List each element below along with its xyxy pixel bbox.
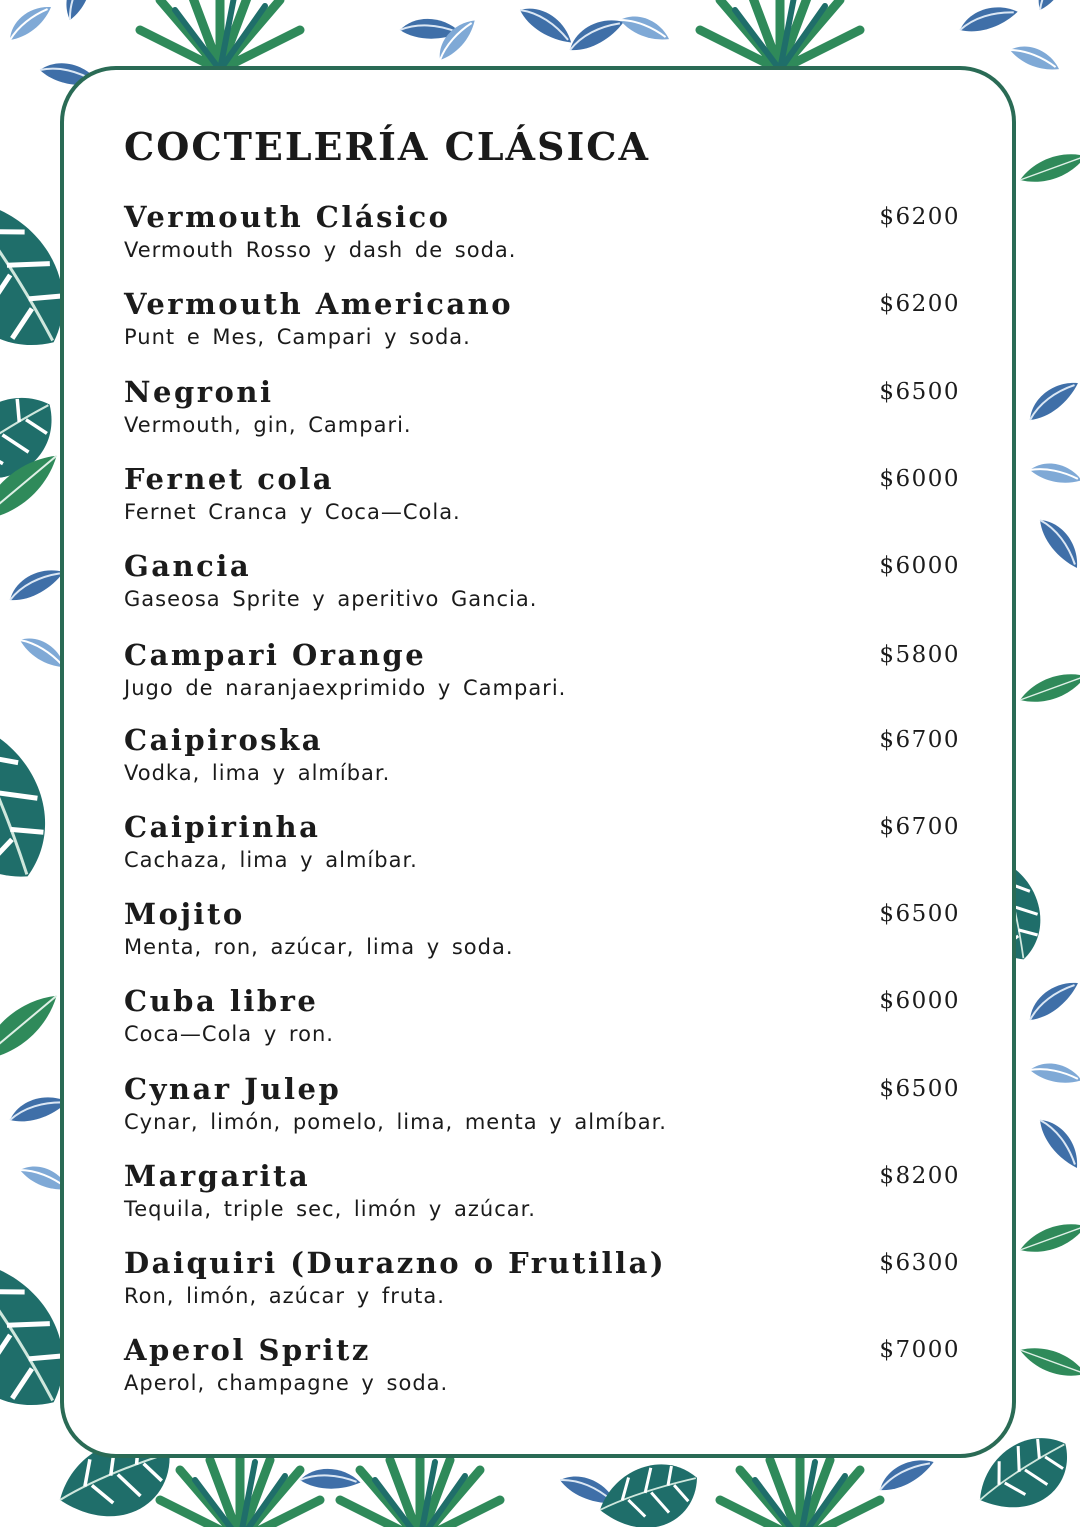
menu-item-name: Vermouth Americano bbox=[124, 287, 514, 321]
menu-item-price: $6200 bbox=[879, 291, 960, 317]
menu-item-description: Jugo de naranjaexprimido y Campari. bbox=[124, 676, 567, 700]
menu-item-description: Tequila, triple sec, limón y azúcar. bbox=[124, 1197, 536, 1221]
menu-item-description: Coca—Cola y ron. bbox=[124, 1022, 334, 1046]
menu-item-description: Aperol, champagne y soda. bbox=[124, 1371, 449, 1395]
menu-item-name: Caipiroska bbox=[124, 723, 324, 757]
menu-item-price: $6300 bbox=[879, 1250, 960, 1276]
menu-item-name: Margarita bbox=[124, 1159, 311, 1193]
menu-item-name: Cuba libre bbox=[124, 984, 319, 1018]
menu-item-description: Cynar, limón, pomelo, lima, menta y almíbar. bbox=[124, 1110, 667, 1134]
menu-item-name: Caipirinha bbox=[124, 810, 321, 844]
menu-item bbox=[124, 638, 960, 718]
menu-item bbox=[124, 375, 960, 455]
menu-item-price: $6000 bbox=[879, 553, 960, 579]
menu-item-name: Mojito bbox=[124, 897, 245, 931]
menu-item-description: Fernet Cranca y Coca—Cola. bbox=[124, 500, 461, 524]
menu-item-description: Vermouth, gin, Campari. bbox=[124, 413, 412, 437]
menu-item-description: Punt e Mes, Campari y soda. bbox=[124, 325, 471, 349]
menu-item bbox=[124, 984, 960, 1064]
menu-item-price: $6000 bbox=[879, 466, 960, 492]
menu-item-price: $8200 bbox=[879, 1163, 960, 1189]
menu-item-name: Vermouth Clásico bbox=[124, 200, 451, 234]
menu-item bbox=[124, 897, 960, 977]
menu-item-description: Cachaza, lima y almíbar. bbox=[124, 848, 418, 872]
menu-item-name: Aperol Spritz bbox=[124, 1333, 371, 1367]
menu-item-price: $7000 bbox=[879, 1337, 960, 1363]
menu-item-price: $6000 bbox=[879, 988, 960, 1014]
menu-item-name: Negroni bbox=[124, 375, 274, 409]
menu-item-name: Campari Orange bbox=[124, 638, 427, 672]
menu-item-price: $6500 bbox=[879, 901, 960, 927]
menu-item-name: Daiquiri (Durazno o Frutilla) bbox=[124, 1246, 667, 1280]
menu-item-price: $6500 bbox=[879, 1076, 960, 1102]
menu-item bbox=[124, 462, 960, 542]
menu-item bbox=[124, 549, 960, 629]
menu-item-description: Gaseosa Sprite y aperitivo Gancia. bbox=[124, 587, 538, 611]
menu-item bbox=[124, 287, 960, 367]
menu-item-name: Fernet cola bbox=[124, 462, 335, 496]
menu-item bbox=[124, 1246, 960, 1326]
menu-item-name: Cynar Julep bbox=[124, 1072, 342, 1106]
menu-title: COCTELERÍA CLÁSICA bbox=[124, 124, 650, 169]
menu-item-description: Vermouth Rosso y dash de soda. bbox=[124, 238, 517, 262]
menu-item bbox=[124, 810, 960, 890]
menu-item-price: $5800 bbox=[879, 642, 960, 668]
menu-item-description: Vodka, lima y almíbar. bbox=[124, 761, 391, 785]
menu-item-description: Ron, limón, azúcar y fruta. bbox=[124, 1284, 445, 1308]
menu-item-price: $6700 bbox=[879, 814, 960, 840]
menu-item bbox=[124, 1333, 960, 1413]
menu-item-name: Gancia bbox=[124, 549, 252, 583]
menu-item bbox=[124, 200, 960, 280]
menu-item-price: $6500 bbox=[879, 379, 960, 405]
menu-item-price: $6200 bbox=[879, 204, 960, 230]
menu-item bbox=[124, 1159, 960, 1239]
menu-item bbox=[124, 723, 960, 803]
menu-item-description: Menta, ron, azúcar, lima y soda. bbox=[124, 935, 514, 959]
menu-item bbox=[124, 1072, 960, 1152]
menu-item-price: $6700 bbox=[879, 727, 960, 753]
